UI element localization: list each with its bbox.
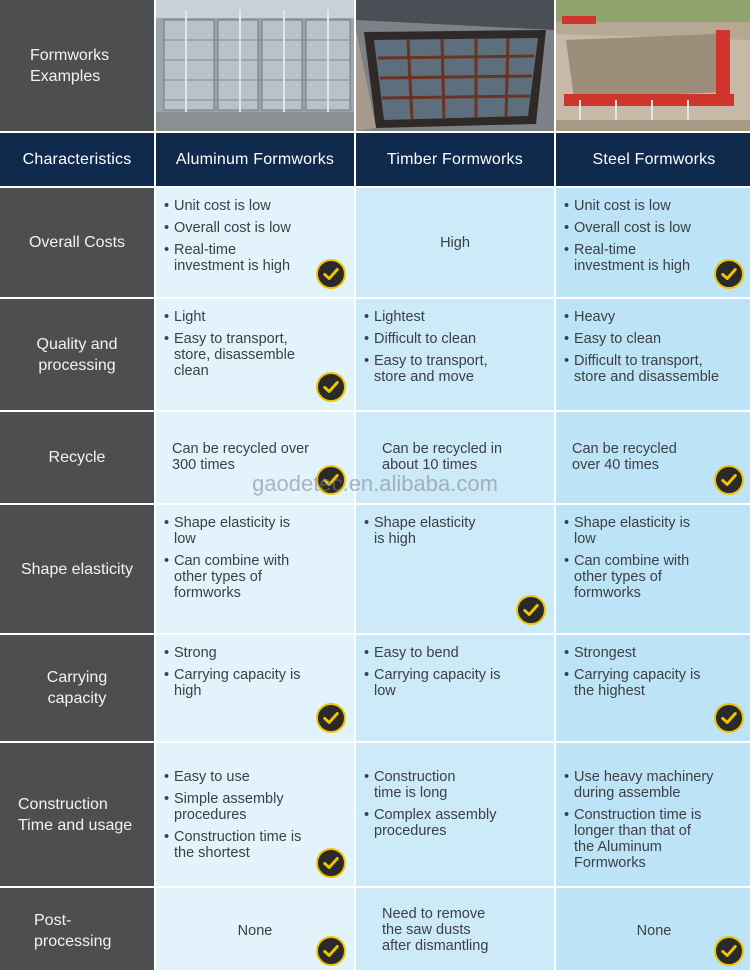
carrying-aluminum: [156, 635, 354, 741]
cell-text: Can be recycled over 40 times: [572, 441, 677, 473]
list-item: • Carrying capacity is high: [164, 667, 346, 699]
watermark: gaodetec.en.alibaba.com: [252, 471, 498, 496]
timber-formwork-photo: [356, 0, 554, 131]
row-label-shape-elasticity: Shape elasticity: [0, 505, 154, 633]
list-item: • Easy to bend: [364, 645, 546, 661]
list-item: • Difficult to transport, store and disassemble: [564, 353, 744, 385]
list-item: • Heavy: [564, 309, 744, 325]
list-item: • Easy to use: [164, 769, 346, 785]
recycle-timber: [356, 412, 554, 503]
list-item: • Shape elasticity is high: [364, 515, 546, 547]
check-badge-icon: [316, 372, 346, 402]
list-item: • Carrying capacity is the highest: [564, 667, 744, 699]
steel-formwork-photo: [556, 0, 750, 131]
list-item: • Overall cost is low: [164, 220, 346, 236]
list-item: • Construction time is long: [364, 769, 546, 801]
list-item: • Strong: [164, 645, 346, 661]
cell-text: None: [636, 923, 672, 939]
list-item: • Easy to transport, store and move: [364, 353, 546, 385]
construction-steel: [556, 743, 750, 886]
aluminum-formwork-photo: [156, 0, 354, 131]
check-badge-icon: [714, 465, 744, 495]
construction-aluminum: [156, 743, 354, 886]
check-badge-icon: [316, 936, 346, 966]
list-item: • Unit cost is low: [564, 198, 744, 214]
cell-text: Can be recycled over 300 times: [172, 441, 310, 473]
steel-column-header: Steel Formworks: [556, 133, 750, 186]
cell-text: Can be recycled in about 10 times: [382, 441, 503, 473]
shape-timber: [356, 505, 554, 633]
recycle-aluminum: [156, 412, 354, 503]
list-item: • Construction time is longer than that of the Aluminum Formworks: [564, 807, 744, 871]
row-label-post-processing: Post-processing: [0, 888, 154, 970]
list-item: • Can combine with other types of formworks: [164, 553, 346, 601]
list-item: • Light: [164, 309, 346, 325]
list-item: • Shape elasticity is low: [564, 515, 744, 547]
cell-text: Need to remove the saw dusts after dismantling: [382, 906, 489, 954]
check-badge-icon: [316, 465, 346, 495]
row-label-overall-costs: Overall Costs: [0, 188, 154, 297]
list-item: • Carrying capacity is low: [364, 667, 546, 699]
list-item: • Can combine with other types of formworks: [564, 553, 744, 601]
check-badge-icon: [714, 703, 744, 733]
list-item: • Shape elasticity is low: [164, 515, 346, 547]
list-item: • Difficult to clean: [364, 331, 546, 347]
list-item: • Overall cost is low: [564, 220, 744, 236]
quality-aluminum: [156, 299, 354, 410]
characteristics-header: Characteristics: [0, 133, 154, 186]
carrying-steel: [556, 635, 750, 741]
list-item: • Strongest: [564, 645, 744, 661]
list-item: • Unit cost is low: [164, 198, 346, 214]
row-label-carrying-capacity: Carrying capacity: [0, 635, 154, 741]
examples-label: Formworks Examples: [0, 0, 154, 131]
overall-costs-steel: [556, 188, 750, 297]
post-processing-timber: [356, 888, 554, 970]
list-item: • Construction time is the shortest: [164, 829, 346, 861]
check-badge-icon: [516, 595, 546, 625]
check-badge-icon: [714, 936, 744, 966]
check-badge-icon: [316, 848, 346, 878]
row-label-recycle: Recycle: [0, 412, 154, 503]
list-item: • Use heavy machinery during assemble: [564, 769, 744, 801]
quality-steel: [556, 299, 750, 410]
timber-column-header: Timber Formworks: [356, 133, 554, 186]
row-label-quality-and-processing: Quality and processing: [0, 299, 154, 410]
list-item: • Real-time investment is high: [564, 242, 744, 274]
list-item: • Real-time investment is high: [164, 242, 346, 274]
cell-text: None: [237, 923, 273, 939]
post-processing-steel: [556, 888, 750, 970]
row-label-construction-time: Construction Time and usage: [0, 743, 154, 886]
construction-timber: [356, 743, 554, 886]
cell-text: High: [440, 234, 470, 251]
check-badge-icon: [316, 703, 346, 733]
shape-aluminum: [156, 505, 354, 633]
shape-steel: [556, 505, 750, 633]
overall-costs-aluminum: [156, 188, 354, 297]
check-badge-icon: [714, 259, 744, 289]
list-item: • Lightest: [364, 309, 546, 325]
list-item: • Complex assembly procedures: [364, 807, 546, 839]
list-item: • Easy to transport, store, disassemble clean: [164, 331, 346, 379]
carrying-timber: [356, 635, 554, 741]
recycle-steel: [556, 412, 750, 503]
list-item: • Simple assembly procedures: [164, 791, 346, 823]
quality-timber: [356, 299, 554, 410]
overall-costs-timber: [356, 188, 554, 297]
list-item: • Easy to clean: [564, 331, 744, 347]
check-badge-icon: [316, 259, 346, 289]
post-processing-aluminum: [156, 888, 354, 970]
aluminum-column-header: Aluminum Formworks: [156, 133, 354, 186]
